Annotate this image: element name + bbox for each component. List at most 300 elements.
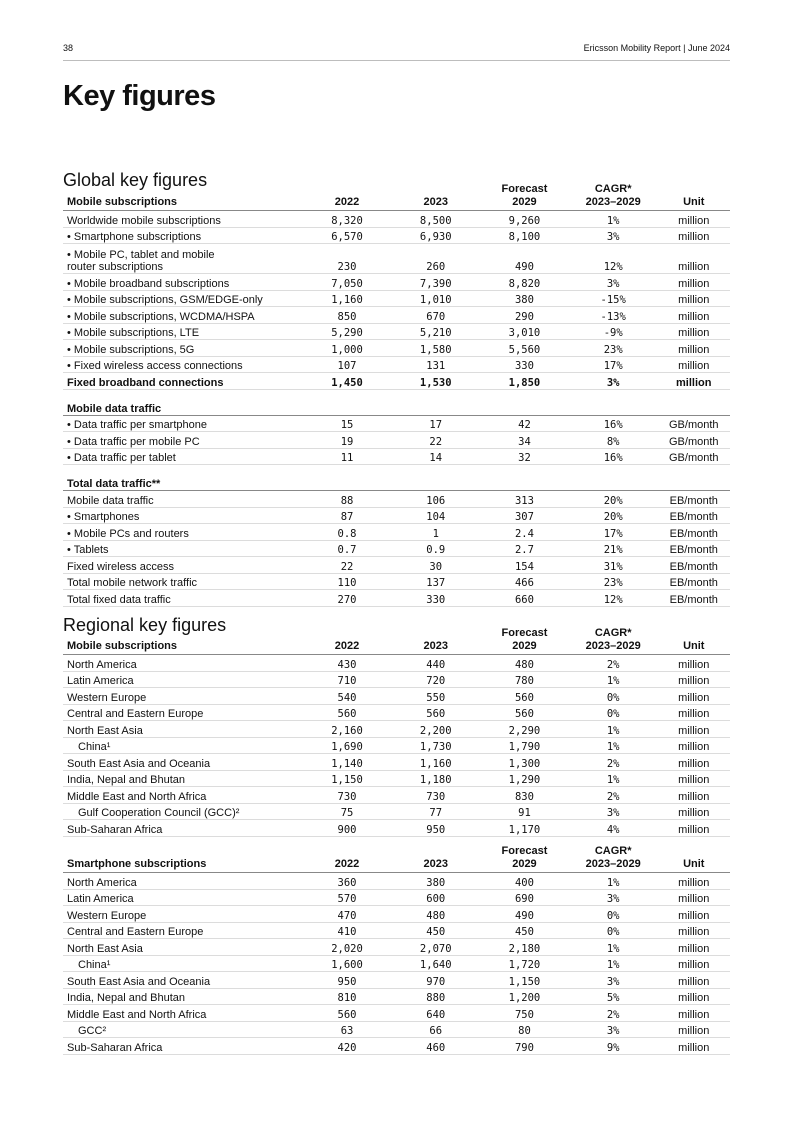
table-row <box>63 1021 730 1038</box>
value-cell: 1,160 <box>391 754 480 771</box>
value-cell: 260 <box>391 244 480 274</box>
value-cell: 360 <box>303 873 392 890</box>
row-label: GCC² <box>63 1021 303 1038</box>
value-cell: 900 <box>303 820 392 837</box>
value-cell: 2.4 <box>480 524 569 541</box>
value-cell: 540 <box>303 688 392 705</box>
column-header: 2023 <box>391 845 480 873</box>
table-row <box>63 415 730 432</box>
unit-cell: million <box>658 211 730 228</box>
unit-cell: million <box>658 988 730 1005</box>
value-cell: 1% <box>569 770 658 787</box>
row-label: • Data traffic per mobile PC <box>63 432 303 449</box>
table-row <box>63 227 730 244</box>
value-cell: 440 <box>391 655 480 672</box>
value-cell: 32 <box>480 448 569 465</box>
table-row <box>63 737 730 754</box>
table-row <box>63 307 730 324</box>
value-cell: 5,210 <box>391 323 480 340</box>
value-cell: 830 <box>480 787 569 804</box>
value-cell: 3% <box>569 803 658 820</box>
value-cell: 30 <box>391 557 480 574</box>
table-row <box>63 356 730 373</box>
value-cell: 460 <box>391 1038 480 1055</box>
unit-cell: million <box>658 671 730 688</box>
value-cell: 1,140 <box>303 754 392 771</box>
table-row <box>63 803 730 820</box>
value-cell: 750 <box>480 1005 569 1022</box>
report-title: Ericsson Mobility Report | June 2024 <box>583 43 730 53</box>
value-cell: 490 <box>480 906 569 923</box>
regional-smartphone-subscriptions-table <box>63 845 730 1055</box>
column-header: Forecast 2029 <box>480 845 569 873</box>
value-cell: 420 <box>303 1038 392 1055</box>
value-cell: 313 <box>480 491 569 508</box>
value-cell: 970 <box>391 972 480 989</box>
row-label: • Mobile subscriptions, 5G <box>63 340 303 357</box>
unit-cell: million <box>658 244 730 274</box>
value-cell: 14 <box>391 448 480 465</box>
row-label: India, Nepal and Bhutan <box>63 988 303 1005</box>
value-cell: 137 <box>391 573 480 590</box>
unit-cell: million <box>658 889 730 906</box>
section-subheading: Mobile data traffic <box>63 395 730 415</box>
unit-cell: EB/month <box>658 507 730 524</box>
unit-cell: million <box>658 1021 730 1038</box>
value-cell: 1% <box>569 211 658 228</box>
value-cell: 20% <box>569 491 658 508</box>
value-cell: 1,180 <box>391 770 480 787</box>
row-label: India, Nepal and Bhutan <box>63 770 303 787</box>
value-cell: 1,150 <box>303 770 392 787</box>
unit-cell: million <box>658 688 730 705</box>
value-cell: 22 <box>391 432 480 449</box>
table-row <box>63 972 730 989</box>
value-cell: 80 <box>480 1021 569 1038</box>
table-row <box>63 557 730 574</box>
value-cell: 104 <box>391 507 480 524</box>
unit-cell: million <box>658 770 730 787</box>
value-cell: 17% <box>569 356 658 373</box>
value-cell: 1,600 <box>303 955 392 972</box>
value-cell: 780 <box>480 671 569 688</box>
value-cell: 154 <box>480 557 569 574</box>
table-row <box>63 754 730 771</box>
table-row <box>63 770 730 787</box>
value-cell: 77 <box>391 803 480 820</box>
value-cell: 850 <box>303 307 392 324</box>
row-label: North America <box>63 655 303 672</box>
value-cell: 3% <box>569 972 658 989</box>
table-header-row <box>63 183 730 211</box>
unit-cell: million <box>658 873 730 890</box>
value-cell: 87 <box>303 507 392 524</box>
unit-cell: EB/month <box>658 540 730 557</box>
row-label: • Mobile subscriptions, GSM/EDGE-only <box>63 290 303 307</box>
value-cell: 1% <box>569 939 658 956</box>
unit-cell: million <box>658 373 730 390</box>
value-cell: 0% <box>569 922 658 939</box>
value-cell: 7,390 <box>391 274 480 291</box>
value-cell: 1% <box>569 721 658 738</box>
table-row <box>63 671 730 688</box>
value-cell: 91 <box>480 803 569 820</box>
value-cell: -15% <box>569 290 658 307</box>
unit-cell: EB/month <box>658 524 730 541</box>
value-cell: 0% <box>569 704 658 721</box>
value-cell: 1,730 <box>391 737 480 754</box>
column-header: Unit <box>658 627 730 655</box>
row-label: Worldwide mobile subscriptions <box>63 211 303 228</box>
value-cell: 16% <box>569 448 658 465</box>
global-key-figures-table <box>63 183 730 607</box>
value-cell: 1,450 <box>303 373 392 390</box>
column-header: 2023 <box>391 627 480 655</box>
row-label: • Mobile PC, tablet and mobile router subscriptions <box>63 244 303 274</box>
value-cell: 1,640 <box>391 955 480 972</box>
unit-cell: EB/month <box>658 557 730 574</box>
value-cell: 31% <box>569 557 658 574</box>
row-label: Latin America <box>63 671 303 688</box>
value-cell: 88 <box>303 491 392 508</box>
value-cell: 810 <box>303 988 392 1005</box>
table-row <box>63 590 730 607</box>
row-label: • Tablets <box>63 540 303 557</box>
unit-cell: million <box>658 939 730 956</box>
regional-mobile-subscriptions-table <box>63 627 730 837</box>
row-label: Western Europe <box>63 906 303 923</box>
value-cell: 1,290 <box>480 770 569 787</box>
value-cell: 3% <box>569 373 658 390</box>
column-header: CAGR* 2023–2029 <box>569 845 658 873</box>
table-row <box>63 787 730 804</box>
value-cell: 8,100 <box>480 227 569 244</box>
column-header: Forecast 2029 <box>480 183 569 211</box>
value-cell: 1,850 <box>480 373 569 390</box>
value-cell: 9,260 <box>480 211 569 228</box>
value-cell: 410 <box>303 922 392 939</box>
value-cell: 8,320 <box>303 211 392 228</box>
page-title: Key figures <box>63 80 216 112</box>
value-cell: 560 <box>303 704 392 721</box>
value-cell: 430 <box>303 655 392 672</box>
value-cell: 131 <box>391 356 480 373</box>
value-cell: 560 <box>480 704 569 721</box>
value-cell: 720 <box>391 671 480 688</box>
value-cell: 450 <box>391 922 480 939</box>
table-row <box>63 274 730 291</box>
value-cell: 12% <box>569 590 658 607</box>
value-cell: 1,300 <box>480 754 569 771</box>
value-cell: 490 <box>480 244 569 274</box>
table-row <box>63 721 730 738</box>
column-header: Unit <box>658 183 730 211</box>
value-cell: 2% <box>569 787 658 804</box>
table-row <box>63 1038 730 1055</box>
value-cell: 2,160 <box>303 721 392 738</box>
value-cell: 66 <box>391 1021 480 1038</box>
unit-cell: million <box>658 955 730 972</box>
unit-cell: million <box>658 340 730 357</box>
value-cell: 23% <box>569 340 658 357</box>
unit-cell: million <box>658 906 730 923</box>
unit-cell: million <box>658 1005 730 1022</box>
value-cell: 3% <box>569 274 658 291</box>
global-section-title: Global key figures <box>63 170 208 190</box>
value-cell: 730 <box>391 787 480 804</box>
column-header: 2022 <box>303 845 392 873</box>
unit-cell: million <box>658 820 730 837</box>
value-cell: 560 <box>391 704 480 721</box>
unit-cell: million <box>658 754 730 771</box>
value-cell: 1,150 <box>480 972 569 989</box>
value-cell: 2,200 <box>391 721 480 738</box>
unit-cell: million <box>658 356 730 373</box>
column-header: CAGR* 2023–2029 <box>569 627 658 655</box>
value-cell: 75 <box>303 803 392 820</box>
row-label: South East Asia and Oceania <box>63 754 303 771</box>
value-cell: 1,200 <box>480 988 569 1005</box>
table-row <box>63 906 730 923</box>
row-label: Sub-Saharan Africa <box>63 820 303 837</box>
unit-cell: million <box>658 1038 730 1055</box>
table-row <box>63 922 730 939</box>
value-cell: 480 <box>391 906 480 923</box>
value-cell: 290 <box>480 307 569 324</box>
page-number: 38 <box>63 43 74 53</box>
column-header: 2022 <box>303 627 392 655</box>
row-label: • Smartphones <box>63 507 303 524</box>
row-label: Central and Eastern Europe <box>63 704 303 721</box>
value-cell: 230 <box>303 244 392 274</box>
value-cell: 2% <box>569 1005 658 1022</box>
table-row <box>63 323 730 340</box>
table-row <box>63 939 730 956</box>
value-cell: 307 <box>480 507 569 524</box>
unit-cell: million <box>658 704 730 721</box>
row-label: Fixed broadband connections <box>63 373 303 390</box>
row-label: • Mobile subscriptions, WCDMA/HSPA <box>63 307 303 324</box>
value-cell: 20% <box>569 507 658 524</box>
table-row <box>63 244 730 274</box>
section-subheading: Total data traffic** <box>63 471 730 491</box>
unit-cell: million <box>658 307 730 324</box>
unit-cell: million <box>658 737 730 754</box>
column-header: CAGR* 2023–2029 <box>569 183 658 211</box>
value-cell: 2,290 <box>480 721 569 738</box>
value-cell: 1% <box>569 955 658 972</box>
value-cell: 1% <box>569 737 658 754</box>
row-label: Gulf Cooperation Council (GCC)² <box>63 803 303 820</box>
value-cell: 3% <box>569 227 658 244</box>
value-cell: 710 <box>303 671 392 688</box>
row-label: Mobile data traffic <box>63 491 303 508</box>
table-row <box>63 432 730 449</box>
value-cell: 5% <box>569 988 658 1005</box>
table-row <box>63 873 730 890</box>
row-label: Fixed wireless access <box>63 557 303 574</box>
value-cell: 0% <box>569 688 658 705</box>
table-row <box>63 373 730 390</box>
value-cell: 5,290 <box>303 323 392 340</box>
value-cell: 660 <box>480 590 569 607</box>
value-cell: 0.7 <box>303 540 392 557</box>
value-cell: 0.8 <box>303 524 392 541</box>
column-header: Mobile subscriptions <box>63 183 303 211</box>
value-cell: 380 <box>480 290 569 307</box>
value-cell: 2% <box>569 754 658 771</box>
value-cell: 570 <box>303 889 392 906</box>
value-cell: 1,000 <box>303 340 392 357</box>
value-cell: 1,160 <box>303 290 392 307</box>
value-cell: 63 <box>303 1021 392 1038</box>
row-label: North East Asia <box>63 939 303 956</box>
value-cell: 1,170 <box>480 820 569 837</box>
value-cell: 270 <box>303 590 392 607</box>
table-row <box>63 889 730 906</box>
table-row <box>63 573 730 590</box>
value-cell: 0% <box>569 906 658 923</box>
value-cell: 2% <box>569 655 658 672</box>
unit-cell: million <box>658 972 730 989</box>
value-cell: 6,570 <box>303 227 392 244</box>
page-header <box>63 41 730 61</box>
value-cell: 690 <box>480 889 569 906</box>
table-row <box>63 340 730 357</box>
row-label: • Data traffic per tablet <box>63 448 303 465</box>
value-cell: 330 <box>391 590 480 607</box>
table-row <box>63 507 730 524</box>
unit-cell: EB/month <box>658 573 730 590</box>
value-cell: 950 <box>391 820 480 837</box>
row-label: • Mobile subscriptions, LTE <box>63 323 303 340</box>
unit-cell: million <box>658 274 730 291</box>
column-header: Mobile subscriptions <box>63 627 303 655</box>
value-cell: 9% <box>569 1038 658 1055</box>
value-cell: 42 <box>480 415 569 432</box>
unit-cell: million <box>658 922 730 939</box>
value-cell: 950 <box>303 972 392 989</box>
value-cell: 470 <box>303 906 392 923</box>
value-cell: 107 <box>303 356 392 373</box>
section-subheading-row <box>63 471 730 491</box>
value-cell: 21% <box>569 540 658 557</box>
value-cell: 1,720 <box>480 955 569 972</box>
value-cell: 16% <box>569 415 658 432</box>
value-cell: 3% <box>569 889 658 906</box>
value-cell: 1% <box>569 671 658 688</box>
row-label: China¹ <box>63 955 303 972</box>
table-row <box>63 211 730 228</box>
value-cell: 600 <box>391 889 480 906</box>
unit-cell: million <box>658 655 730 672</box>
value-cell: 22 <box>303 557 392 574</box>
value-cell: 5,560 <box>480 340 569 357</box>
value-cell: 560 <box>303 1005 392 1022</box>
value-cell: -9% <box>569 323 658 340</box>
value-cell: 790 <box>480 1038 569 1055</box>
value-cell: 1,530 <box>391 373 480 390</box>
row-label: • Data traffic per smartphone <box>63 415 303 432</box>
value-cell: 1,690 <box>303 737 392 754</box>
value-cell: 2,180 <box>480 939 569 956</box>
unit-cell: million <box>658 721 730 738</box>
unit-cell: EB/month <box>658 491 730 508</box>
table-row <box>63 955 730 972</box>
value-cell: 106 <box>391 491 480 508</box>
value-cell: 400 <box>480 873 569 890</box>
column-header: 2022 <box>303 183 392 211</box>
row-label: North East Asia <box>63 721 303 738</box>
unit-cell: million <box>658 290 730 307</box>
section-subheading-row <box>63 395 730 415</box>
table-header-row <box>63 627 730 655</box>
row-label: Middle East and North Africa <box>63 1005 303 1022</box>
value-cell: 3% <box>569 1021 658 1038</box>
value-cell: 15 <box>303 415 392 432</box>
table-row <box>63 988 730 1005</box>
value-cell: -13% <box>569 307 658 324</box>
value-cell: 23% <box>569 573 658 590</box>
unit-cell: EB/month <box>658 590 730 607</box>
table-row <box>63 1005 730 1022</box>
value-cell: 17 <box>391 415 480 432</box>
value-cell: 450 <box>480 922 569 939</box>
value-cell: 3,010 <box>480 323 569 340</box>
value-cell: 8,820 <box>480 274 569 291</box>
table-row <box>63 448 730 465</box>
row-label: South East Asia and Oceania <box>63 972 303 989</box>
value-cell: 34 <box>480 432 569 449</box>
unit-cell: million <box>658 787 730 804</box>
column-header: 2023 <box>391 183 480 211</box>
unit-cell: million <box>658 803 730 820</box>
table-row <box>63 524 730 541</box>
value-cell: 12% <box>569 244 658 274</box>
row-label: • Mobile PCs and routers <box>63 524 303 541</box>
row-label: Latin America <box>63 889 303 906</box>
value-cell: 8% <box>569 432 658 449</box>
value-cell: 330 <box>480 356 569 373</box>
value-cell: 2,070 <box>391 939 480 956</box>
value-cell: 11 <box>303 448 392 465</box>
table-row <box>63 820 730 837</box>
value-cell: 730 <box>303 787 392 804</box>
value-cell: 480 <box>480 655 569 672</box>
table-row <box>63 688 730 705</box>
unit-cell: GB/month <box>658 448 730 465</box>
value-cell: 1,580 <box>391 340 480 357</box>
value-cell: 7,050 <box>303 274 392 291</box>
value-cell: 6,930 <box>391 227 480 244</box>
value-cell: 8,500 <box>391 211 480 228</box>
value-cell: 880 <box>391 988 480 1005</box>
table-header-row <box>63 845 730 873</box>
value-cell: 2,020 <box>303 939 392 956</box>
table-row <box>63 540 730 557</box>
row-label: China¹ <box>63 737 303 754</box>
value-cell: 1,010 <box>391 290 480 307</box>
value-cell: 560 <box>480 688 569 705</box>
table-row <box>63 290 730 307</box>
row-label: • Smartphone subscriptions <box>63 227 303 244</box>
row-label: North America <box>63 873 303 890</box>
row-label: Total fixed data traffic <box>63 590 303 607</box>
row-label: Middle East and North Africa <box>63 787 303 804</box>
unit-cell: GB/month <box>658 415 730 432</box>
table-row <box>63 704 730 721</box>
unit-cell: million <box>658 323 730 340</box>
